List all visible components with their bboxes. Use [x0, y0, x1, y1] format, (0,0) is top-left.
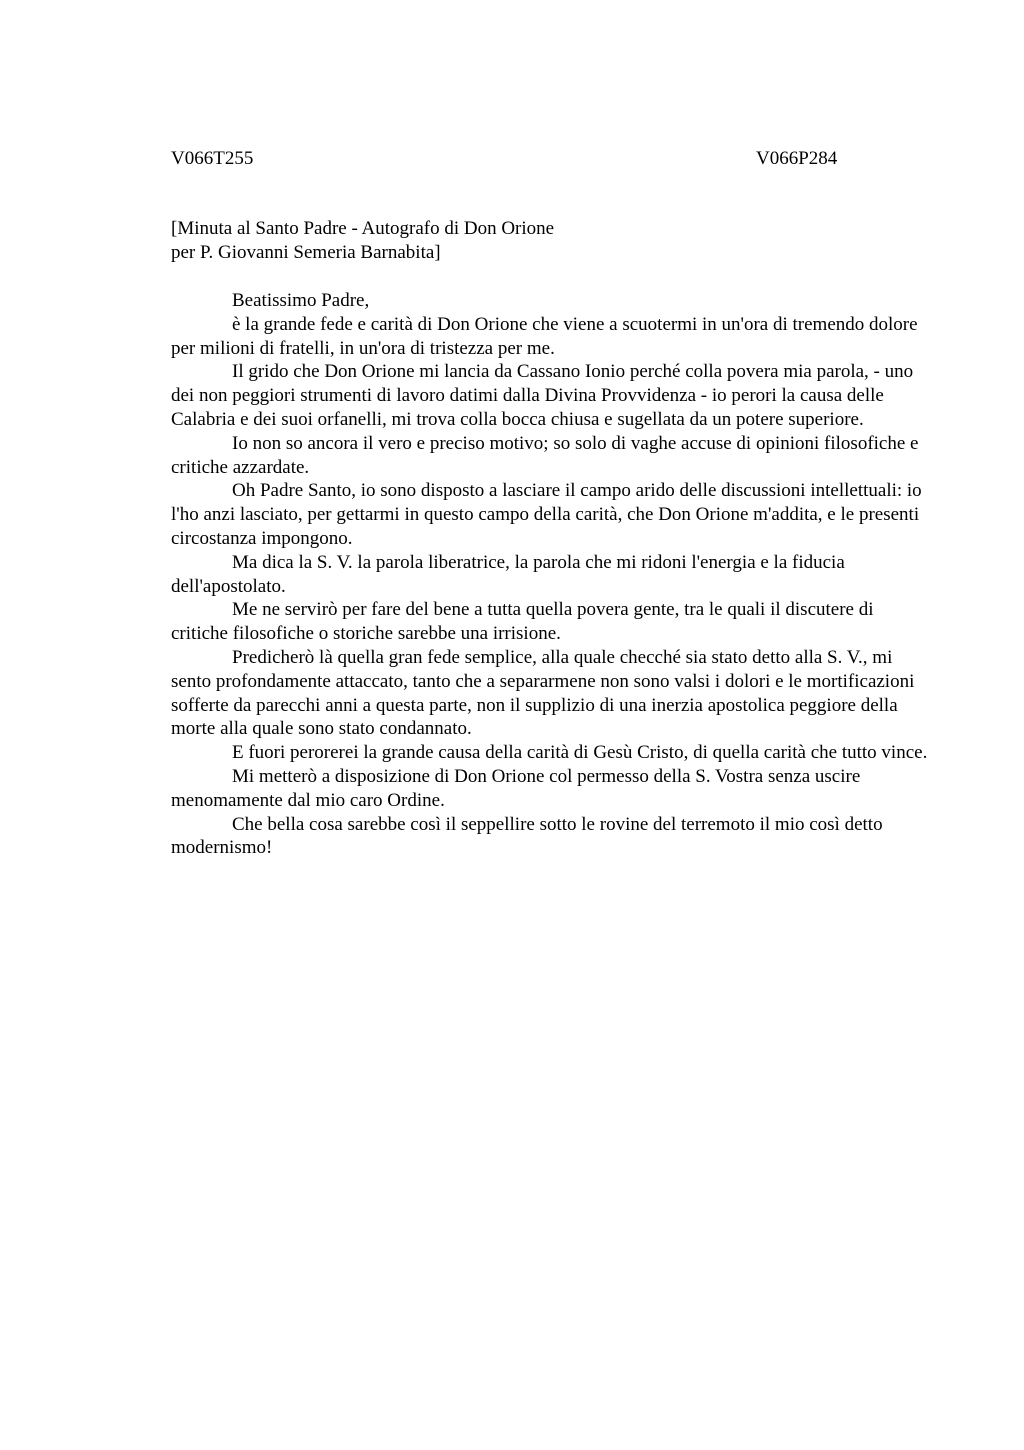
letter-body	[171, 289, 931, 860]
letter-paragraph: Predicherò là quella gran fede semplice, alla quale checché sia stato detto alla S. V., mi sento profondamente attaccato, tanto che a separarmene non sono valsi i dolori e le mortificazioni sofferte da parecchi anni a questa parte, non il supplizio di una inerzia apostolica peggiore della morte alla quale sono stato condannato.	[171, 646, 915, 740]
letter-paragraph: E fuori perorerei la grande causa della carità di Gesù Cristo, di quella carità che tutto vince.	[232, 742, 928, 764]
document-code-right: V066P284	[756, 148, 838, 169]
letter-salutation: Beatissimo Padre,	[232, 290, 370, 311]
letter-paragraph: è la grande fede e carità di Don Orione che viene a scuotermi in un'ora di tremendo dolore per milioni di fratelli, in un'ora di tristezza per me.	[171, 313, 918, 359]
letter-paragraph: Che bella cosa sarebbe così il seppellire sotto le rovine del terremoto il mio così detto modernismo!	[171, 813, 883, 859]
letter-paragraph: Ma dica la S. V. la parola liberatrice, la parola che mi ridoni l'energia e la fiducia dell'apostolato.	[171, 551, 845, 597]
letter-paragraph: Il grido che Don Orione mi lancia da Cassano Ionio perché colla povera mia parola, - uno dei non peggiori strumenti di lavoro datimi dalla Divina Provvidenza - io perori la causa delle Calabria e dei suoi orfanelli, mi trova colla bocca chiusa e sugellata da un potere superiore.	[171, 361, 914, 430]
heading-line: per P. Giovanni Semeria Barnabita]	[171, 241, 441, 263]
heading-line: [Minuta al Santo Padre - Autografo di Don Orione	[171, 218, 555, 239]
letter-paragraph: Mi metterò a disposizione di Don Orione col permesso della S. Vostra senza uscire menomamente dal mio caro Ordine.	[171, 765, 861, 811]
letter-paragraph: Oh Padre Santo, io sono disposto a lasciare il campo arido delle discussioni intellettuali: io l'ho anzi lasciato, per gettarmi in questo campo della carità, che Don Orione m'addita, e le presenti circostanza impongono.	[171, 480, 922, 549]
document-code-left: V066T255	[171, 148, 254, 169]
document-heading	[171, 217, 931, 265]
letter-paragraph: Me ne servirò per fare del bene a tutta quella povera gente, tra le quali il discutere di critiche filosofiche o storiche sarebbe una irrisione.	[171, 599, 874, 645]
letter-paragraph: Io non so ancora il vero e preciso motivo; so solo di vaghe accuse di opinioni filosofiche e critiche azzardate.	[171, 432, 919, 478]
